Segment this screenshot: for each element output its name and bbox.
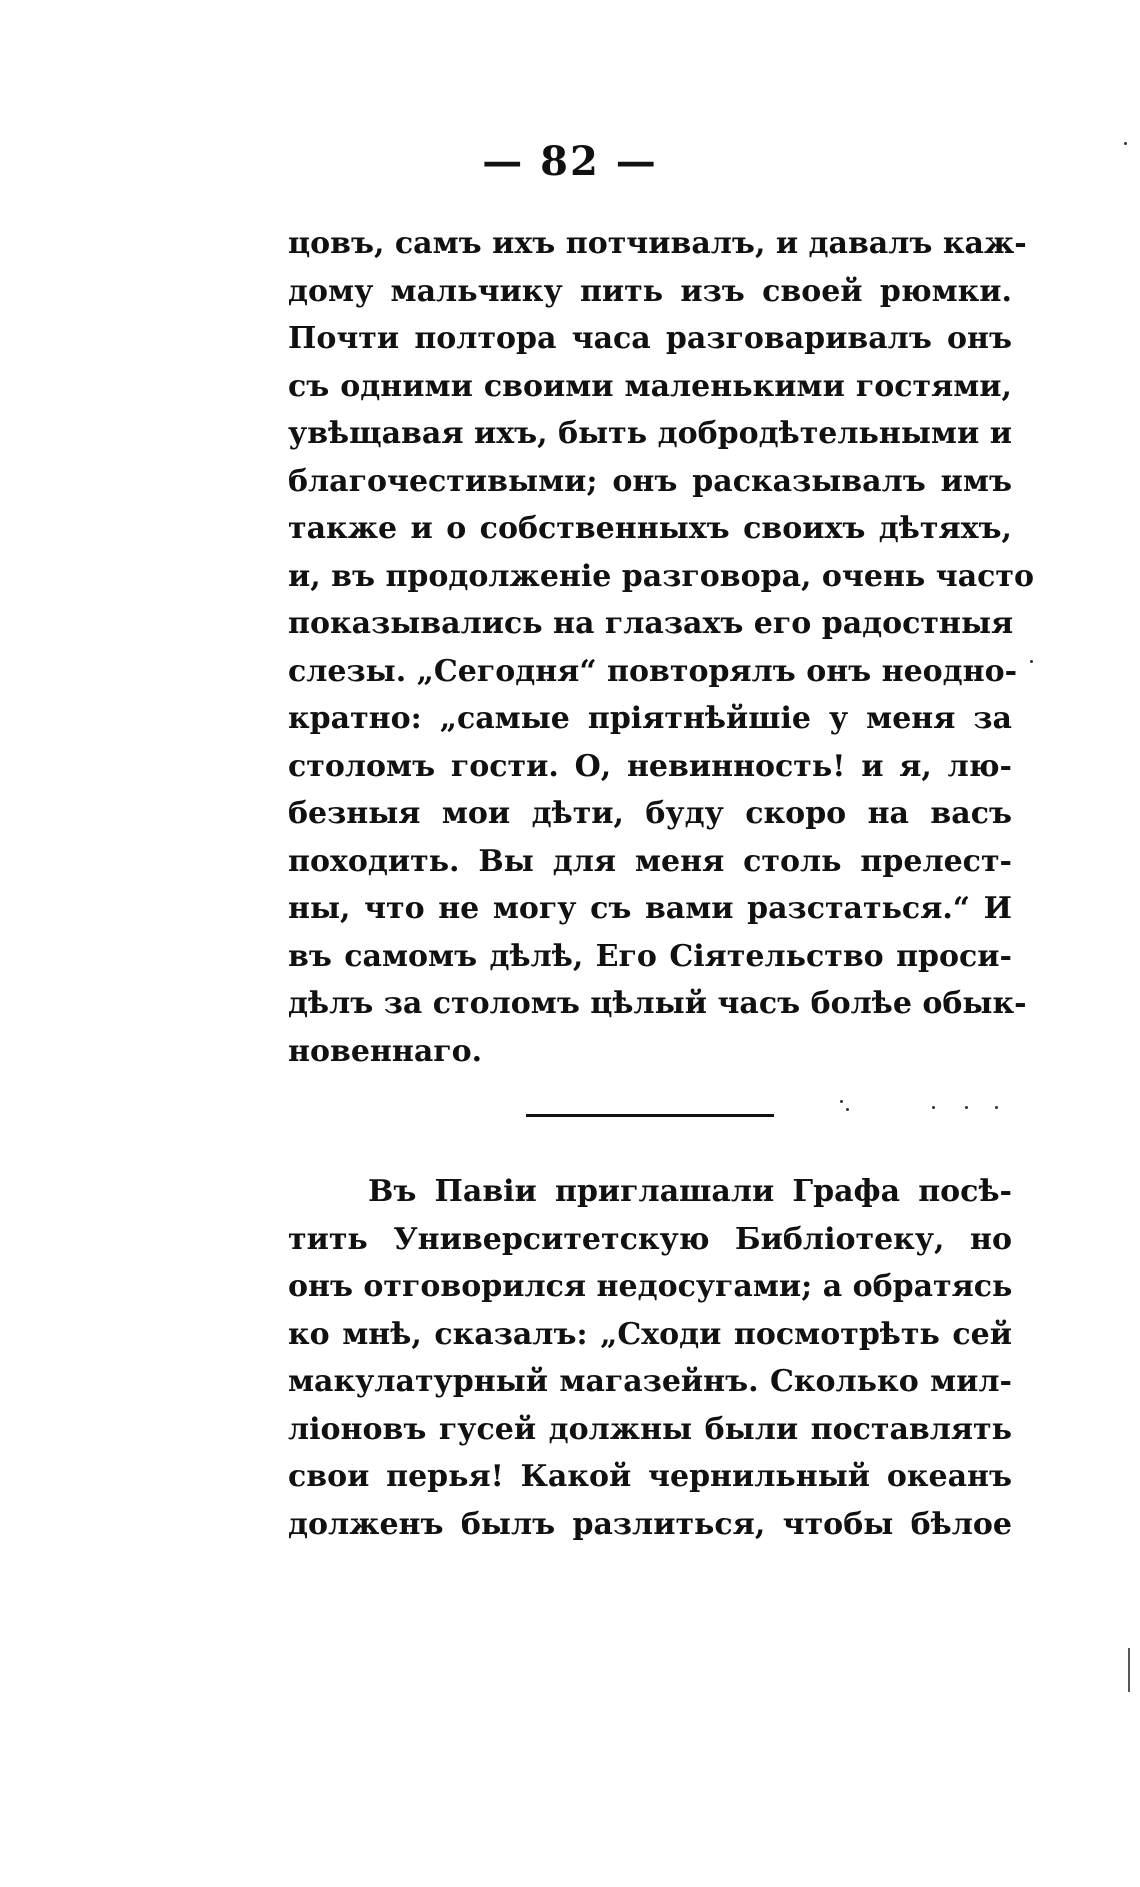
text-line: дѣлъ за столомъ цѣлый часъ болѣе обык-: [288, 986, 1027, 1021]
text-line: безныя мои дѣти, буду скоро на васъ: [288, 796, 1012, 831]
text-line: онъ отговорился недосугами; а обратясь: [288, 1269, 1013, 1304]
text-line: свои перья! Какой чернильный океанъ: [288, 1459, 1012, 1494]
text-line: ліоновъ гусей должны были поставлять: [288, 1411, 1012, 1447]
text-line: благочестивыми; онъ расказывалъ имъ: [288, 463, 1012, 499]
print-speck: [995, 1106, 998, 1109]
text-line: цовъ, самъ ихъ потчивалъ, и давалъ каж-: [288, 226, 1027, 261]
print-speck: [1124, 142, 1127, 145]
section-separator: [526, 1114, 774, 1117]
text-line: новеннаго.: [288, 1033, 483, 1069]
text-line: макулатурный магазейнъ. Сколько мил-: [288, 1364, 1012, 1399]
text-line: и, въ продолженіе разговора, очень часто: [288, 558, 1035, 594]
text-line: ко мнѣ, сказалъ: „Сходи посмотрѣть сей: [288, 1316, 1012, 1352]
print-speck: [1030, 660, 1033, 663]
print-speck: [846, 1108, 849, 1111]
text-line: Въ Павіи приглашали Графа посѣ-: [368, 1174, 1012, 1209]
text-line: тить Университетскую Библіотеку, но: [288, 1221, 1012, 1257]
text-line: ны, что не могу съ вами разстаться.“ И: [288, 891, 1012, 926]
text-line: Почти полтора часа разговаривалъ онъ: [288, 321, 1012, 356]
print-speck: [965, 1106, 968, 1109]
text-line: долженъ былъ разлиться, чтобы бѣлое: [288, 1506, 1012, 1542]
paragraph-1: [288, 220, 1035, 1075]
print-speck: [840, 1100, 843, 1103]
text-line: слезы. „Сегодня“ повторялъ онъ неодно-: [288, 653, 1018, 689]
print-speck: [932, 1106, 935, 1109]
text-line: съ одними своими маленькими гостями,: [288, 368, 1012, 404]
text-line: показывались на глазахъ его радостныя: [288, 606, 1014, 641]
text-line: въ самомъ дѣлѣ, Его Сіятельство проси-: [288, 938, 1012, 974]
text-line: дому мальчику пить изъ своей рюмки.: [288, 273, 1012, 309]
text-line: кратно: „самые пріятнѣйшіе у меня за: [288, 701, 1012, 736]
page-number: — 82 —: [482, 138, 658, 185]
text-line: увѣщавая ихъ, быть добродѣтельными и: [288, 416, 1012, 451]
scan-edge-mark: [1128, 1648, 1130, 1692]
text-line: столомъ гости. О, невинность! и я, лю-: [288, 748, 1012, 784]
paragraph-2: [288, 1168, 1012, 1548]
text-line: походить. Вы для меня столь прелест-: [288, 843, 1012, 879]
text-line: также и о собственныхъ своихъ дѣтяхъ,: [288, 511, 1012, 546]
